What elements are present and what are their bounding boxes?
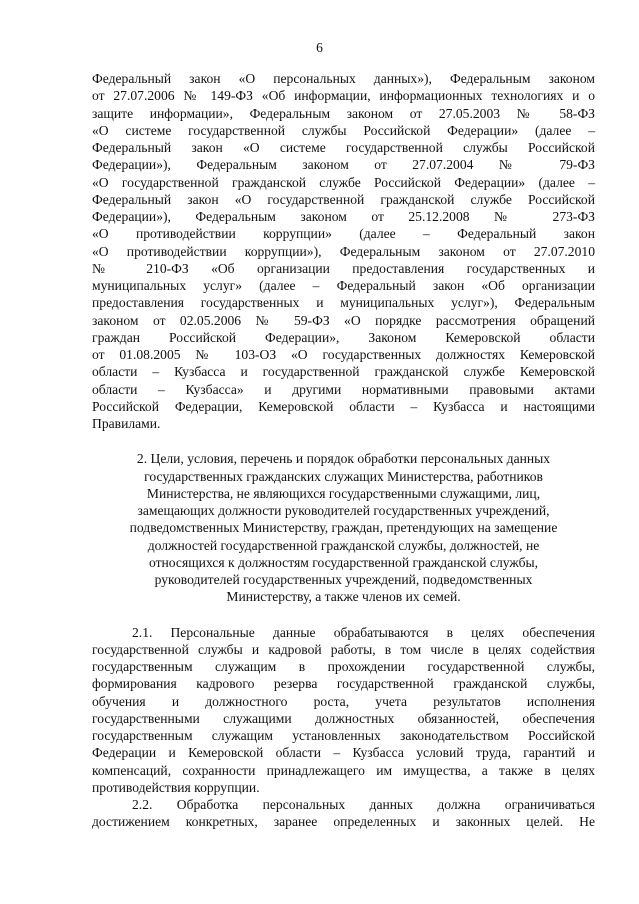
heading-line: замещающих должности руководителей государственных учреждений,: [137, 503, 550, 518]
heading-line: Министерства, не являющихся государственными служащими, лиц,: [146, 485, 541, 501]
text-line: муниципальных услуг» (далее – Федеральный закон «Об организации: [92, 278, 595, 293]
text-line: Правилами.: [92, 416, 161, 431]
heading-line: относящихся к должностям государственной гражданской службы,: [148, 554, 539, 570]
text-line: Федерации»), Федеральным законом от 25.12.2008 № 273-ФЗ: [92, 209, 595, 224]
intro-paragraph: [92, 70, 595, 432]
text-line: Федеральный закон «О системе государственной службы Российской: [92, 140, 595, 155]
text-line: от 27.07.2006 № 149-ФЗ «Об информации, информационных технологиях и о: [92, 88, 595, 104]
text-line: граждан Российской Федерации», Законом Кемеровской области: [92, 329, 595, 345]
text-line: обучения и должностного роста, учета результатов исполнения: [92, 693, 595, 709]
text-line: государственным служащим установленных законодательством Российской: [92, 728, 595, 743]
text-line: Российской Федерации, Кемеровской области – Кузбасса и настоящими: [92, 398, 595, 414]
text-line: Федеральный закон «О государственной гражданской службе Российской: [92, 191, 595, 207]
heading-line: руководителей государственных учреждений, подведомственных: [154, 572, 533, 587]
text-line: законом от 02.05.2006 № 59-ФЗ «О порядке рассмотрения обращений: [92, 312, 595, 328]
document-body: [92, 70, 595, 831]
text-line: «О государственной гражданской службе Российской Федерации» (далее –: [92, 174, 595, 190]
paragraph-2-2: [92, 796, 595, 831]
paragraph-2-1: [92, 624, 595, 797]
section-heading: [92, 450, 595, 605]
text-line: компенсаций, сохранности принадлежащего им имущества, а также в целях: [92, 762, 595, 778]
text-line: области – Кузбасса и государственной гражданской службе Кемеровской: [92, 364, 595, 380]
text-line: государственными служащими должностных обязанностей, обеспечения: [92, 710, 595, 726]
text-line: «О системе государственной службы Российской Федерации» (далее –: [92, 122, 595, 138]
text-line: защите информации», Федеральным законом от 27.05.2003 № 58-ФЗ: [92, 105, 595, 121]
heading-line: должностей государственной гражданской службы, должностей, не: [147, 537, 540, 553]
text-line: государственной службы и кадровой работы, в том числе в целях содействия: [92, 641, 595, 657]
heading-line: подведомственных Министерству, граждан, претендующих на замещение: [129, 520, 558, 536]
text-line: формирования кадрового резерва государственной гражданской службы,: [92, 676, 595, 692]
text-line: Федеральный закон «О персональных данных»), Федеральным законом: [92, 71, 595, 86]
text-line: «О противодействии коррупции» (далее – Федеральный закон: [92, 226, 595, 242]
text-line: достижением конкретных, заранее определенных и законных целей. Не: [92, 814, 595, 830]
text-line: 2.1. Персональные данные обрабатываются в целях обеспечения: [132, 624, 595, 640]
text-line: государственным служащим в прохождении государственной службы,: [92, 659, 595, 674]
heading-line: государственных гражданских служащих Министерства, работников: [144, 468, 543, 484]
text-line: «О противодействии коррупции»), Федеральным законом от 27.07.2010: [92, 243, 595, 259]
text-line: Федерации»), Федеральным законом от 27.07.2004 № 79-ФЗ: [92, 157, 595, 173]
text-line: от 01.08.2005 № 103-ОЗ «О государственных должностях Кемеровской: [92, 347, 595, 362]
page-number: 6: [316, 40, 323, 55]
heading-line: Министерству, а также членов их семей.: [226, 589, 461, 605]
text-line: противодействия коррупции.: [92, 779, 260, 795]
text-line: предоставления государственных и муниципальных услуг»), Федеральным: [92, 295, 595, 311]
heading-line: 2. Цели, условия, перечень и порядок обработки персональных данных: [136, 451, 551, 467]
text-line: Федерации и Кемеровской области – Кузбасса условий труда, гарантий и: [92, 745, 595, 761]
text-line: 2.2. Обработка персональных данных должна ограничиваться: [132, 797, 595, 812]
text-line: области – Кузбасса» и другими нормативными правовыми актами: [92, 381, 595, 397]
text-line: № 210-ФЗ «Об организации предоставления государственных и: [92, 260, 595, 276]
